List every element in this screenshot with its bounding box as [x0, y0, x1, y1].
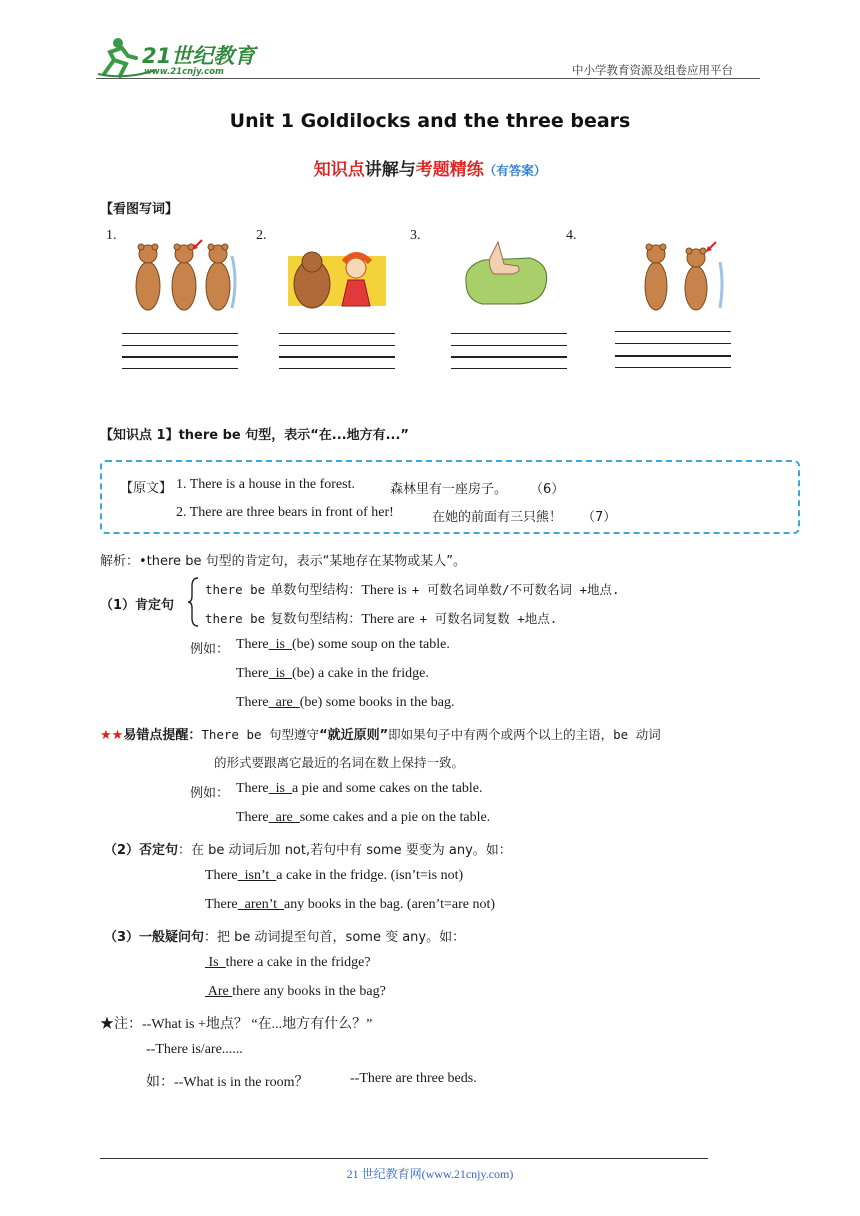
- example-label-2: 例如：: [190, 786, 230, 801]
- knowledge-point-1-heading: 【知识点 1】there be 句型，表示“在...地方有...”: [100, 428, 409, 443]
- section-heading-pictures: 【看图写词】: [100, 202, 179, 217]
- original-line-2-page: （7）: [582, 510, 617, 525]
- original-line-1-en: 1. There is a house in the forest.: [176, 477, 355, 492]
- footer-rule: [100, 1158, 708, 1159]
- example-5: There are some cakes and a pie on the table.: [236, 810, 491, 825]
- subtitle-part2: 讲解与: [364, 160, 416, 180]
- footer-link[interactable]: 21 世纪教育网(www.21cnjy.com): [346, 1167, 514, 1181]
- original-line-2-en: 2. There are three bears in front of her!: [176, 505, 394, 520]
- example-9: Are there any books in the bag?: [205, 984, 386, 999]
- note-line-3b: --There are three beds.: [350, 1071, 477, 1086]
- example-2: There is (be) a cake in the fridge.: [236, 666, 429, 681]
- example-label-1: 例如：: [190, 642, 230, 657]
- curly-brace-icon: [186, 576, 200, 628]
- two-bears-picture: [636, 238, 726, 314]
- structure-plural: there be 复数句型结构：There are + 可数名词复数 +地点.: [205, 611, 558, 627]
- three-bears-picture: [128, 236, 240, 314]
- original-line-2-cn: 在她的前面有三只熊！: [432, 510, 563, 525]
- original-line-1-page: （6）: [530, 482, 565, 497]
- tip-stars-icon: ★★: [100, 728, 124, 743]
- original-label: 【原文】: [120, 481, 173, 496]
- question-heading: （3）一般疑问句：把 be 动词提至句首，some 变 any。如：: [104, 930, 466, 945]
- note-line-2: --There is/are......: [146, 1042, 243, 1057]
- logo-url: www.21cnjy.com: [144, 67, 224, 77]
- picture-number-1: 1.: [106, 228, 117, 243]
- subtitle-part1: 知识点: [313, 160, 365, 180]
- example-8: Is there a cake in the fridge?: [205, 955, 371, 970]
- analysis-text: 解析：•there be 句型的肯定句，表示“某地存在某物或某人”。: [100, 554, 467, 569]
- platform-name: 中小学教育资源及组卷应用平台: [572, 63, 733, 77]
- example-1: There is (be) some soup on the table.: [236, 637, 450, 652]
- negative-heading: （2）否定句：在 be 动词后加 not,若句中有 some 要变为 any。如：: [104, 843, 512, 858]
- tip-line-1: ★★易错点提醒：There be 句型遵守“就近原则”即如果句子中有两个或两个以上的主语，be 动词: [100, 727, 661, 743]
- pillow-picture: [460, 238, 552, 312]
- example-3: There are (be) some books in the bag.: [236, 695, 455, 710]
- affirmative-label: （1）肯定句: [100, 598, 175, 613]
- example-7: There aren’t any books in the bag. (aren’t=are not): [205, 897, 496, 912]
- page-title: Unit 1 Goldilocks and the three bears: [229, 110, 631, 132]
- picture-number-2: 2.: [256, 228, 267, 243]
- logo-text: 21世纪教育: [142, 44, 256, 68]
- structure-singular: there be 单数句型结构：There is + 可数名词单数/不可数名词 +地点.: [205, 582, 620, 598]
- girl-and-bear-picture: [286, 244, 388, 314]
- header-rule: [96, 78, 760, 79]
- example-4: There is a pie and some cakes on the table.: [236, 781, 483, 796]
- picture-number-4: 4.: [566, 228, 577, 243]
- subtitle-part4: （有答案）: [483, 163, 547, 178]
- page-subtitle: [0, 155, 860, 180]
- note-line-3a: 如：--What is in the room？: [146, 1075, 309, 1090]
- note-line-1: ★注：--What is +地点？ “在...地方有什么？”: [100, 1017, 373, 1032]
- tip-line-2: 的形式要跟离它最近的名词在数上保持一致。: [214, 755, 465, 770]
- picture-number-3: 3.: [410, 228, 421, 243]
- example-6: There isn’t a cake in the fridge. (isn’t=is not): [205, 868, 464, 883]
- original-line-1-cn: 森林里有一座房子。: [390, 482, 508, 497]
- subtitle-part3: 考题精练: [415, 160, 484, 180]
